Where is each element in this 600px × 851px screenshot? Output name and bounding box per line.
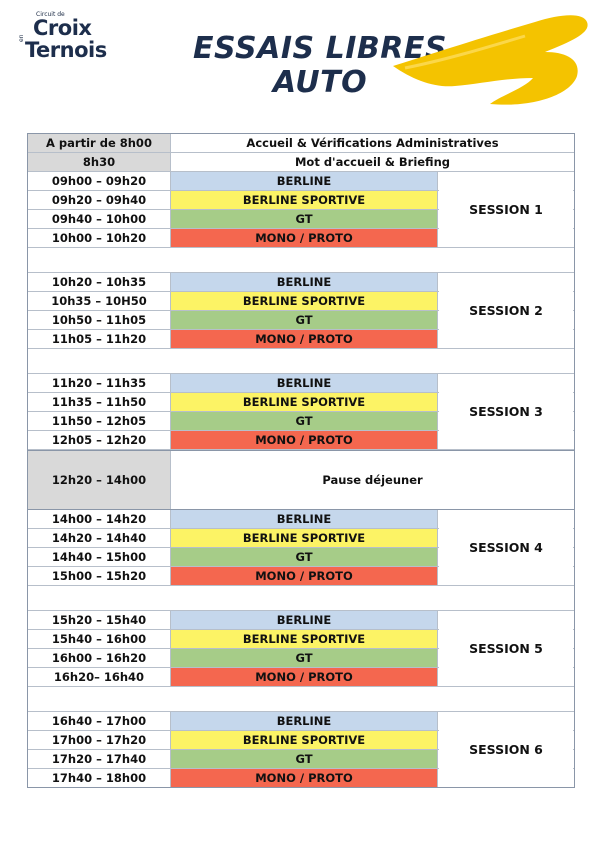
session-label: SESSION 1	[439, 172, 573, 247]
circuit-logo	[9, 10, 129, 66]
spacer-row	[28, 687, 574, 712]
track-swoosh-icon	[385, 8, 595, 113]
slot-category: MONO / PROTO	[171, 431, 438, 449]
spacer-row	[28, 586, 574, 611]
intro-time: 8h30	[28, 153, 171, 171]
slot-time: 17h00 – 17h20	[28, 731, 171, 749]
session-group	[28, 172, 574, 248]
session-label: SESSION 5	[439, 611, 573, 686]
session-group	[28, 374, 574, 450]
session-group	[28, 712, 574, 787]
slot-time: 16h20– 16h40	[28, 668, 171, 686]
slot-category: MONO / PROTO	[171, 330, 438, 348]
slot-category: BERLINE SPORTIVE	[171, 292, 438, 310]
session-group	[28, 611, 574, 687]
slot-time: 10h50 – 11h05	[28, 311, 171, 329]
lunch-row	[28, 450, 574, 510]
logo-en: en	[18, 34, 25, 42]
slot-category: MONO / PROTO	[171, 668, 438, 686]
slot-time: 15h40 – 16h00	[28, 630, 171, 648]
logo-ternois: Ternois	[25, 38, 107, 62]
session-group	[28, 273, 574, 349]
spacer-row	[28, 248, 574, 273]
slot-category: GT	[171, 750, 438, 768]
slot-time: 16h40 – 17h00	[28, 712, 171, 730]
slot-time: 16h00 – 16h20	[28, 649, 171, 667]
slot-category: GT	[171, 548, 438, 566]
session-label: SESSION 2	[439, 273, 573, 348]
title-line-2: AUTO	[272, 65, 368, 100]
session-label: SESSION 6	[439, 712, 573, 787]
intro-time: A partir de 8h00	[28, 134, 171, 152]
slot-category: MONO / PROTO	[171, 229, 438, 247]
lunch-label: Pause déjeuner	[322, 473, 423, 487]
slot-time: 10h20 – 10h35	[28, 273, 171, 291]
session-label: SESSION 4	[439, 510, 573, 585]
lunch-time: 12h20 – 14h00	[28, 451, 171, 509]
session-group	[28, 510, 574, 586]
slot-time: 09h40 – 10h00	[28, 210, 171, 228]
slot-time: 10h00 – 10h20	[28, 229, 171, 247]
slot-category: BERLINE	[171, 273, 438, 291]
slot-category: BERLINE	[171, 172, 438, 190]
slot-category: BERLINE SPORTIVE	[171, 630, 438, 648]
slot-time: 14h00 – 14h20	[28, 510, 171, 528]
schedule-table	[27, 133, 575, 788]
slot-time: 17h20 – 17h40	[28, 750, 171, 768]
slot-time: 14h40 – 15h00	[28, 548, 171, 566]
intro-label: Accueil & Vérifications Administratives	[246, 136, 499, 150]
intro-label: Mot d'accueil & Briefing	[294, 155, 451, 169]
slot-category: GT	[171, 210, 438, 228]
slot-category: BERLINE	[171, 510, 438, 528]
slot-category: BERLINE	[171, 374, 438, 392]
slot-category: GT	[171, 649, 438, 667]
slot-category: GT	[171, 311, 438, 329]
slot-category: BERLINE SPORTIVE	[171, 529, 438, 547]
slot-category: BERLINE SPORTIVE	[171, 191, 438, 209]
logo-croix: Croix	[33, 16, 92, 40]
slot-category: BERLINE	[171, 611, 438, 629]
session-label: SESSION 3	[439, 374, 573, 449]
slot-time: 15h20 – 15h40	[28, 611, 171, 629]
slot-time: 11h05 – 11h20	[28, 330, 171, 348]
slot-time: 15h00 – 15h20	[28, 567, 171, 585]
slot-category: BERLINE	[171, 712, 438, 730]
intro-row	[28, 134, 574, 153]
slot-category: MONO / PROTO	[171, 567, 438, 585]
slot-category: BERLINE SPORTIVE	[171, 393, 438, 411]
slot-time: 09h20 – 09h40	[28, 191, 171, 209]
slot-time: 10h35 – 10H50	[28, 292, 171, 310]
slot-category: GT	[171, 412, 438, 430]
logo-small-text: Circuit de	[36, 11, 65, 18]
slot-time: 11h35 – 11h50	[28, 393, 171, 411]
intro-row	[28, 153, 574, 172]
slot-time: 11h20 – 11h35	[28, 374, 171, 392]
slot-time: 12h05 – 12h20	[28, 431, 171, 449]
slot-time: 11h50 – 12h05	[28, 412, 171, 430]
slot-time: 09h00 – 09h20	[28, 172, 171, 190]
spacer-row	[28, 349, 574, 374]
title-line-1: ESSAIS LIBRES	[193, 31, 447, 66]
slot-time: 17h40 – 18h00	[28, 769, 171, 787]
slot-time: 14h20 – 14h40	[28, 529, 171, 547]
slot-category: MONO / PROTO	[171, 769, 438, 787]
slot-category: BERLINE SPORTIVE	[171, 731, 438, 749]
